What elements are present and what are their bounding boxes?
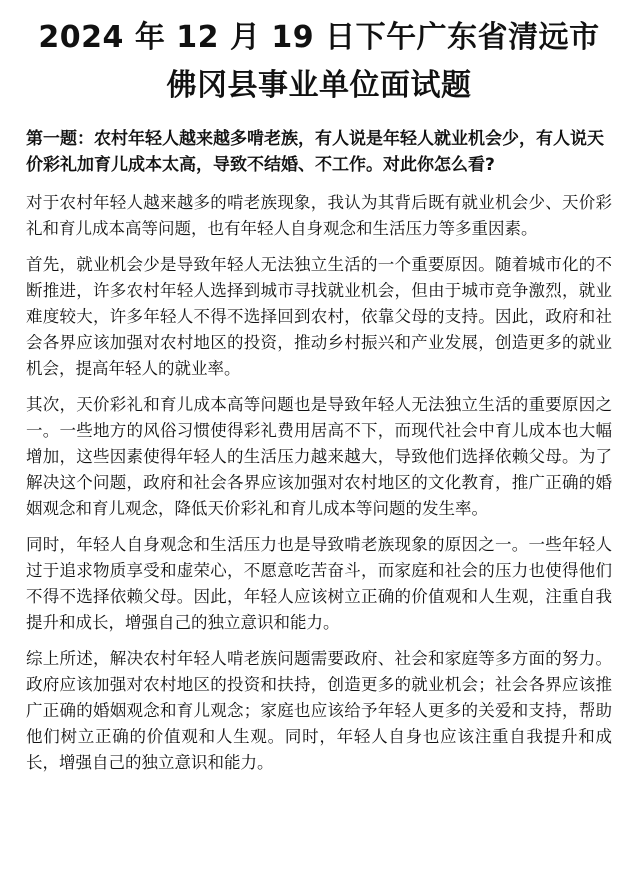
answer-paragraph-employment: 首先，就业机会少是导致年轻人无法独立生活的一个重要原因。随着城市化的不断推进，许多农村年轻人选择到城市寻找就业机会，但由于城市竞争激烈，就业难度较大，许多年轻人不得不选择回到农村，依靠父母的支持。因此，政府和社会各界应该加强对农村地区的投资，推动乡村振兴和产业发展，创造更多的就业机会，提高年轻人的就业率。 xyxy=(26,255,612,378)
answer-paragraph-bride-price: 其次，天价彩礼和育儿成本高等问题也是导致年轻人无法独立生活的重要原因之一。一些地方的风俗习惯使得彩礼费用居高不下，而现代社会中育儿成本也大幅增加，这些因素使得年轻人的生活压力越来越大，导致他们选择依赖父母。为了解决这个问题，政府和社会各界应该加强对农村地区的文化教育，推广正确的婚姻观念和育儿观念，降低天价彩礼和育儿成本等问题的发生率。 xyxy=(26,395,612,518)
document-title: 2024 年 12 月 19 日下午广东省清远市佛冈县事业单位面试题 xyxy=(38,20,600,103)
answer-paragraph-conclusion: 综上所述，解决农村年轻人啃老族问题需要政府、社会和家庭等多方面的努力。政府应该加强对农村地区的投资和扶持，创造更多的就业机会；社会各界应该推广正确的婚姻观念和育儿观念；家庭也应该给予年轻人更多的关爱和支持，帮助他们树立正确的价值观和人生观。同时，年轻人自身也应该注重自我提升和成长，增强自己的独立意识和能力。 xyxy=(26,649,612,772)
answer-paragraph-intro: 对于农村年轻人越来越多的啃老族现象，我认为其背后既有就业机会少、天价彩礼和育儿成本高等问题，也有年轻人自身观念和生活压力等多重因素。 xyxy=(26,193,612,238)
question-heading: 第一题：农村年轻人越来越多啃老族，有人说是年轻人就业机会少，有人说天价彩礼加育儿成本太高，导致不结婚、不工作。对此你怎么看? xyxy=(26,129,604,175)
answer-paragraph-attitude: 同时，年轻人自身观念和生活压力也是导致啃老族现象的原因之一。一些年轻人过于追求物质享受和虚荣心，不愿意吃苦奋斗，而家庭和社会的压力也使得他们不得不选择依赖父母。因此，年轻人应该树立正确的价值观和人生观，注重自我提升和成长，增强自己的独立意识和能力。 xyxy=(26,535,612,632)
